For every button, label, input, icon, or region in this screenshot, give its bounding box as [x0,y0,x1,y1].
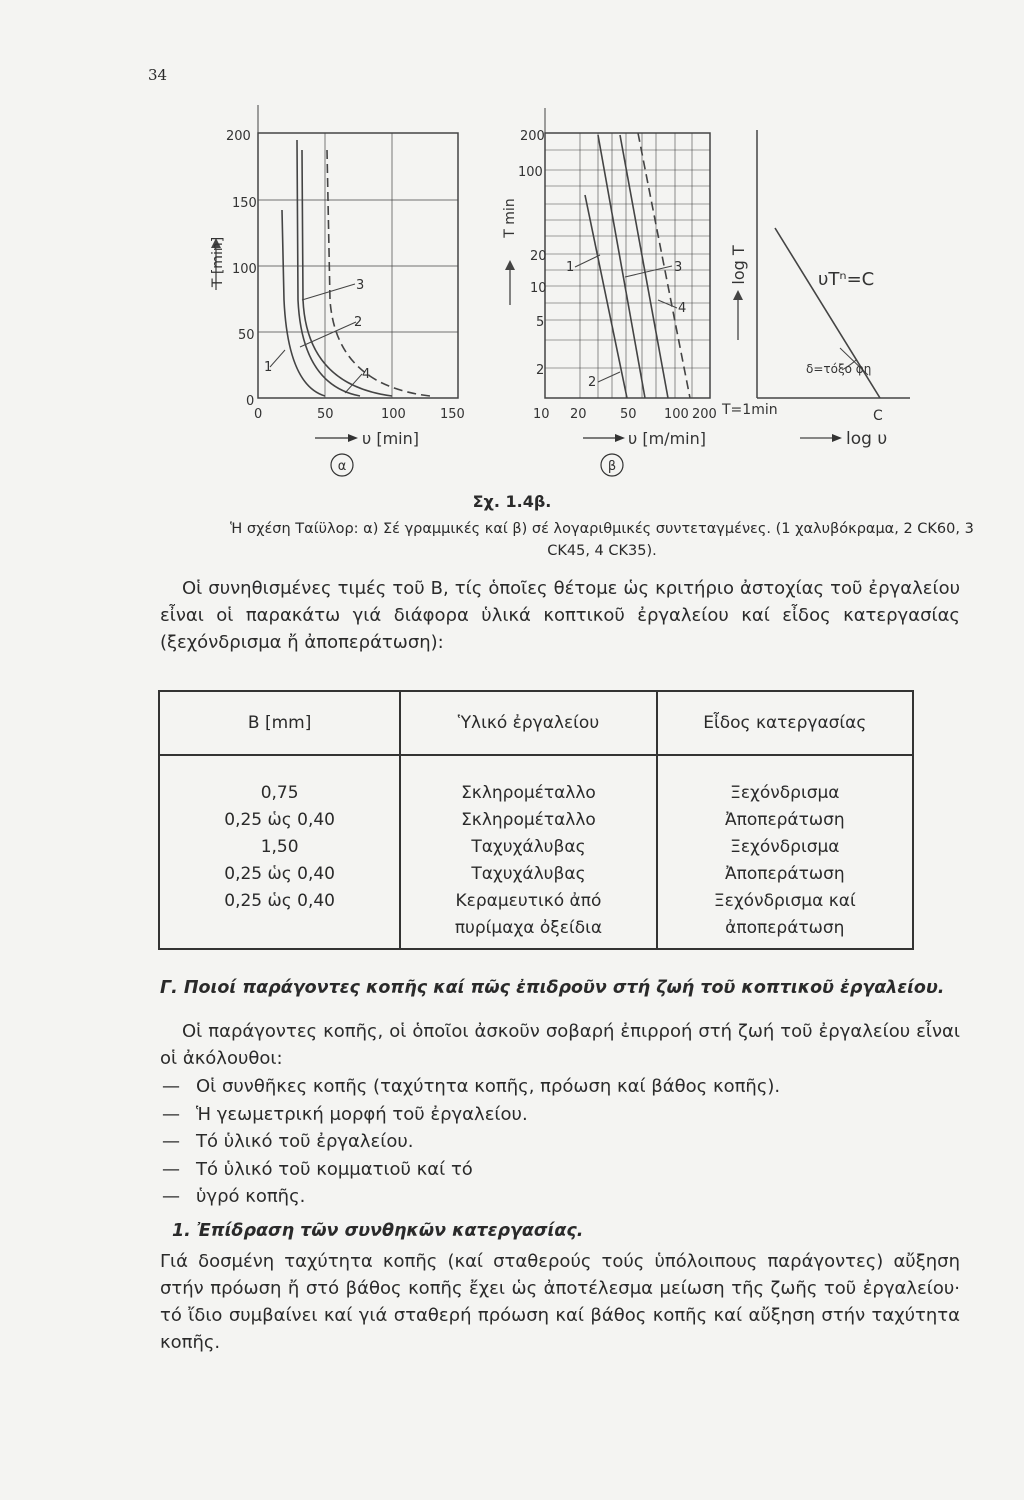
list-item: — Οἱ συνθῆκες κοπῆς (ταχύτητα κοπῆς, πρόωση καί βάθος κοπῆς). [162,1073,780,1101]
table-cell: Ἀποπεράτωση [724,864,845,884]
plot-a-curve-label: 3 [356,278,365,293]
table-cell: 0,25 ὡς 0,40 [224,810,335,830]
list-item: — ὑγρό κοπῆς. [162,1183,780,1211]
figure-caption-title: Σχ. 1.4β. [472,492,552,511]
plot-a-xtick: 150 [440,407,465,422]
plot-c-formula: υTⁿ=C [818,269,875,290]
table-cell: 1,50 [260,837,299,857]
plot-b-xtick: 50 [620,407,637,422]
figure-caption [220,518,984,562]
plot-c-xlabel: log υ [846,429,888,449]
plot-b-xtick: 10 [533,407,550,422]
plot-a-ytick: 100 [232,262,257,277]
list-item: — Ἡ γεωμετρική μορφή τοῦ ἐργαλείου. [162,1101,780,1129]
plot-a-xtick: 0 [254,407,263,422]
plot-b-ytick: 2 [536,363,545,378]
table-header: Ὑλικό ἐργαλείου [400,691,656,755]
plot-b-curve-label: 2 [588,375,597,390]
plot-c-angle-label: δ=τόξο φη [806,362,872,376]
taylor-figure [0,95,1024,490]
plot-b-curve-label: 3 [674,260,683,275]
table-cell: 0,75 [260,783,299,803]
plot-a [216,105,458,398]
plot-a-panel-label: α [337,459,347,474]
plot-c-ylabel: log T [729,245,748,285]
table-cell: Σκληρομέταλλο [461,783,596,803]
plot-a-ylabel: T [min] [210,236,226,288]
plot-a-curve-label: 4 [362,367,371,382]
table-cell: ἀποπεράτωση [725,918,845,938]
table-header: B [mm] [159,691,400,755]
plot-b-ytick: 10 [530,281,547,296]
plot-c-t-label: T=1min [722,402,778,418]
table-cell: Ξεχόνδρισμα καί [713,891,856,911]
plot-b-ylabel: T min [502,198,518,238]
table-cell: πυρίμαχα ὀξείδια [454,918,603,938]
table-cell: Σκληρομέταλλο [461,810,596,830]
plot-a-xtick: 50 [317,407,334,422]
plot-b-curve-label: 4 [678,301,687,316]
table-cell: 0,25 ὡς 0,40 [224,891,335,911]
plot-b-xtick: 200 [692,407,717,422]
table-cell: Ταχυχάλυβας [471,837,586,857]
table-header: Εἶδος κατεργασίας [657,691,913,755]
plot-b-ytick: 20 [530,249,547,264]
plot-a-curve-label: 1 [264,360,273,375]
caption-legend: (1 χαλυβόκραμα, 2 CK60, 3 CK45, 4 CK35). [547,521,974,559]
caption-text: Ἡ σχέση Ταίϋλορ: α) Σέ γραμμικές καί β) σέ λογαριθμικές συντεταγμένες. [230,521,772,537]
plot-a-xlabel: υ [min] [362,429,419,448]
table-cell: Ξεχόνδρισμα [730,783,840,803]
plot-b-xlabel: υ [m/min] [628,429,706,448]
table-header-row [159,691,913,755]
table-cell: Κεραμευτικό ἀπό [455,891,602,911]
table-cell: Ξεχόνδρισμα [730,837,840,857]
plot-a-ytick: 200 [226,129,251,144]
list-item: — Τό ὑλικό τοῦ ἐργαλείου. [162,1128,780,1156]
plot-a-curve-label: 2 [354,315,363,330]
plot-b-xtick: 100 [664,407,689,422]
page-number: 34 [148,66,168,84]
plot-b-ytick: 200 [520,129,545,144]
list-item: — Τό ὑλικό τοῦ κομματιοῦ καί τό [162,1156,780,1184]
plot-b-ytick: 5 [536,315,545,330]
section-1-heading: 1. Ἐπίδραση τῶν συνθηκῶν κατεργασίας. [172,1221,584,1241]
plot-b-ytick: 100 [518,165,543,180]
plot-a-ytick: 150 [232,196,257,211]
table-cell: 0,25 ὡς 0,40 [224,864,335,884]
plot-b-xtick: 20 [570,407,587,422]
plot-c-c-label: C [873,408,883,424]
col-material-cell [400,755,656,949]
plot-a-xtick: 100 [381,407,406,422]
wear-criterion-table [158,690,914,950]
table-row [159,755,913,949]
col-process-cell [657,755,913,949]
table-cell: Ταχυχάλυβας [471,864,586,884]
plot-b-panel-label: β [607,459,617,474]
section-g-heading: Γ. Ποιοί παράγοντες κοπῆς καί πῶς ἐπιδροῦν στή ζωή τοῦ κοπτικοῦ ἐργαλείου. [160,978,945,998]
section-g-paragraph: Οἱ παράγοντες κοπῆς, οἱ ὁποῖοι ἀσκοῦν σοβαρή ἐπιρροή στή ζωή τοῦ ἐργαλείου εἶναι οἱ ἀκόλουθοι: [160,1021,960,1069]
col-b-cell [159,755,400,949]
plot-a-ytick: 50 [238,328,255,343]
table-cell: Ἀποπεράτωση [724,810,845,830]
intro-paragraph: Οἱ συνηθισμένες τιμές τοῦ Β, τίς ὁποῖες θέτομε ὡς κριτήριο ἀστοχίας τοῦ ἐργαλείου εἶναι οἱ παρακάτω γιά διάφορα ὑλικά κοπτικοῦ ἐργαλείου καί εἶδος κατεργασίας (ξεχόνδρισμα ἤ ἀποπεράτωση): [160,578,960,653]
factors-list [162,1073,780,1211]
plot-a-ytick: 0 [246,394,255,409]
plot-b-curve-label: 1 [566,260,575,275]
section-1-paragraph: Γιά δοσμένη ταχύτητα κοπῆς (καί σταθερούς τούς ὑπόλοιπους παράγοντες) αὔξηση στήν πρόωση ἤ στό βάθος κοπῆς ἔχει ὡς ἀποτέλεσμα μείωση τῆς ζωῆς τοῦ ἐργαλείου· τό ἴδιο συμβαίνει καί γιά σταθερή πρόωση καί βάθος κοπῆς καί αὔξηση στήν ταχύτητα κοπῆς. [160,1251,960,1353]
